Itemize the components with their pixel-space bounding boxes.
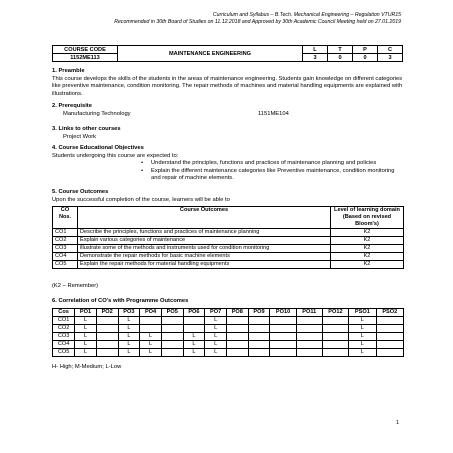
- correlation-cell: L: [140, 333, 162, 341]
- co-text: Describe the principles, functions and practices of maintenance planning: [78, 229, 331, 237]
- correlation-cell: [96, 349, 118, 357]
- preamble-section: [52, 68, 404, 98]
- co-label-cell: CO2: [53, 325, 75, 333]
- co-label-cell: CO1: [53, 317, 75, 325]
- correlation-cell: L: [205, 333, 227, 341]
- correlation-heading: 6. Correlation of CO's with Programme Outcomes: [52, 298, 189, 304]
- correlation-cell: L: [205, 341, 227, 349]
- correlation-col-header: PO9: [248, 309, 270, 317]
- outcomes-section: [52, 189, 404, 204]
- correlation-cell: [322, 317, 348, 325]
- prerequisite-heading: 2. Prerequisite: [52, 103, 92, 109]
- course-title: MAINTENANCE ENGINEERING: [118, 46, 303, 62]
- co-number: CO5: [53, 261, 78, 269]
- correlation-col-header: PSO2: [376, 309, 403, 317]
- prerequisite-code: 1151ME104: [258, 110, 289, 117]
- correlation-cell: [96, 325, 118, 333]
- correlation-cell: [322, 349, 348, 357]
- ltpc-value-t: 0: [328, 54, 353, 62]
- co-text: Explain the repair methods for material handling equipments: [78, 261, 331, 269]
- correlation-cell: [248, 349, 270, 357]
- correlation-cell: [296, 317, 322, 325]
- co-level: K2: [331, 229, 404, 237]
- table-row: [53, 317, 404, 325]
- correlation-cell: L: [183, 349, 205, 357]
- ltpc-header-c: C: [378, 46, 403, 54]
- correlation-cell: L: [75, 325, 97, 333]
- correlation-cell: [376, 349, 403, 357]
- correlation-col-header: PO8: [226, 309, 248, 317]
- correlation-cell: [270, 333, 296, 341]
- col-header-level: Level of learning domain (Based on revised Bloom's): [331, 207, 404, 229]
- correlation-cell: [161, 349, 183, 357]
- correlation-cell: [270, 341, 296, 349]
- co-label-cell: CO5: [53, 349, 75, 357]
- correlation-cell: [248, 317, 270, 325]
- correlation-cell: [322, 333, 348, 341]
- correlation-col-header: Cos: [53, 309, 75, 317]
- ltpc-header-t: T: [328, 46, 353, 54]
- correlation-cell: [296, 333, 322, 341]
- course-outcomes-table: [52, 206, 404, 269]
- correlation-cell: [270, 317, 296, 325]
- correlation-cell: L: [118, 325, 140, 333]
- correlation-cell: [376, 341, 403, 349]
- correlation-cell: L: [140, 341, 162, 349]
- bullet-icon: •: [141, 160, 144, 167]
- correlation-cell: [96, 333, 118, 341]
- correlation-cell: L: [349, 333, 376, 341]
- correlation-col-header: PO3: [118, 309, 140, 317]
- correlation-cell: [270, 349, 296, 357]
- objective-text: Explain the different maintenance categories like Preventive maintenance, condition monitoring and repair of machine elements.: [151, 167, 395, 182]
- correlation-col-header: PO1: [75, 309, 97, 317]
- links-heading: 3. Links to other courses: [52, 126, 121, 132]
- header-line-1: Curriculum and Syllabus – B.Tech. Mechanical Engineering – Regulation VTUR15: [212, 12, 401, 18]
- correlation-cell: [226, 349, 248, 357]
- correlation-col-header: PSO1: [349, 309, 376, 317]
- header-line-2: Recommended in 30th Board of Studies on 11.12.2018 and Approved by 30th Academic Council Meeting held on 27.01.2019: [114, 19, 401, 25]
- correlation-cell: L: [183, 333, 205, 341]
- correlation-cell: [161, 317, 183, 325]
- course-code-value: 1152ME113: [53, 54, 118, 62]
- table-row: [53, 325, 404, 333]
- prerequisite-name: Manufacturing Technology: [63, 110, 131, 117]
- table-row: [53, 341, 404, 349]
- correlation-col-header: PO6: [183, 309, 205, 317]
- table-row: [53, 349, 404, 357]
- correlation-cell: L: [205, 325, 227, 333]
- correlation-cell: [322, 341, 348, 349]
- table-row: [53, 253, 404, 261]
- correlation-col-header: PO4: [140, 309, 162, 317]
- correlation-cell: [226, 333, 248, 341]
- objectives-section: [52, 145, 404, 183]
- correlation-col-header: PO12: [322, 309, 348, 317]
- co-label-cell: CO4: [53, 341, 75, 349]
- correlation-cell: [183, 325, 205, 333]
- co-label-cell: CO3: [53, 333, 75, 341]
- co-number: CO1: [53, 229, 78, 237]
- correlation-cell: [296, 349, 322, 357]
- correlation-cell: [96, 341, 118, 349]
- ltpc-value-l: 3: [303, 54, 328, 62]
- objective-item: [52, 160, 404, 168]
- correlation-cell: L: [349, 341, 376, 349]
- correlation-cell: [376, 333, 403, 341]
- bullet-icon: •: [141, 167, 144, 174]
- correlation-col-header: PO11: [296, 309, 322, 317]
- preamble-text: This course develops the skills of the students in the areas of maintenance engineering. Students gain knowledge on different categories like preventive maintenance, condition monitoring. The repair methods of machines and material handling equipments are explained with illustrations.: [52, 75, 403, 97]
- correlation-cell: L: [118, 349, 140, 357]
- correlation-cell: L: [349, 325, 376, 333]
- correlation-cell: [226, 317, 248, 325]
- co-level: K2: [331, 237, 404, 245]
- correlation-cell: [296, 325, 322, 333]
- ltpc-header-p: P: [353, 46, 378, 54]
- co-number: CO3: [53, 245, 78, 253]
- course-code-label: COURSE CODE: [53, 46, 118, 54]
- co-level: K2: [331, 253, 404, 261]
- correlation-cell: [226, 341, 248, 349]
- ltpc-value-p: 0: [353, 54, 378, 62]
- correlation-cell: [248, 341, 270, 349]
- correlation-cell: [248, 325, 270, 333]
- links-text: Project Work: [63, 133, 97, 140]
- correlation-cell: L: [118, 333, 140, 341]
- correlation-cell: L: [75, 341, 97, 349]
- table-row: [53, 261, 404, 269]
- objectives-intro: Students undergoing this course are expected to:: [52, 152, 179, 159]
- correlation-cell: [376, 317, 403, 325]
- objectives-heading: 4. Course Educational Objectives: [52, 145, 144, 151]
- page-number: 1: [396, 420, 400, 426]
- correlation-cell: L: [118, 341, 140, 349]
- objective-item: [52, 168, 404, 183]
- ltpc-value-c: 3: [378, 54, 403, 62]
- correlation-cell: [376, 325, 403, 333]
- table-row: [53, 237, 404, 245]
- correlation-cell: [248, 333, 270, 341]
- co-text: Demonstrate the repair methods for basic machine elements: [78, 253, 331, 261]
- preamble-heading: 1. Preamble: [52, 68, 85, 74]
- correlation-cell: [226, 325, 248, 333]
- correlation-cell: [140, 325, 162, 333]
- correlation-cell: [296, 341, 322, 349]
- course-code-table: [52, 45, 403, 62]
- co-level: K2: [331, 245, 404, 253]
- co-text: Explain various categories of maintenance: [78, 237, 331, 245]
- links-section: [52, 126, 404, 141]
- correlation-col-header: PO7: [205, 309, 227, 317]
- ltpc-header-l: L: [303, 46, 328, 54]
- correlation-cell: L: [75, 349, 97, 357]
- correlation-cell: [140, 317, 162, 325]
- correlation-cell: [183, 317, 205, 325]
- col-header-outcome: Course Outcomes: [78, 207, 331, 229]
- correlation-cell: L: [118, 317, 140, 325]
- outcomes-intro: Upon the successful completion of the course, learners will be able to: [52, 196, 230, 203]
- correlation-col-header: PO2: [96, 309, 118, 317]
- correlation-cell: L: [75, 317, 97, 325]
- correlation-header-row: [53, 309, 404, 317]
- correlation-cell: L: [205, 317, 227, 325]
- table-row: [53, 245, 404, 253]
- correlation-cell: [96, 317, 118, 325]
- correlation-cell: L: [349, 349, 376, 357]
- co-number: CO2: [53, 237, 78, 245]
- prerequisite-section: [52, 103, 404, 119]
- objective-text: Understand the principles, functions and practices of maintenance planning and policies: [151, 160, 377, 167]
- correlation-cell: L: [140, 349, 162, 357]
- correlation-cell: [270, 325, 296, 333]
- correlation-cell: L: [183, 341, 205, 349]
- page-header: [114, 12, 401, 26]
- correlation-cell: [161, 325, 183, 333]
- correlation-table: [52, 308, 404, 357]
- co-text: illustrate some of the methods and instruments used for condition monitoring: [78, 245, 331, 253]
- correlation-cell: [161, 341, 183, 349]
- co-number: CO4: [53, 253, 78, 261]
- correlation-legend: H- High; M-Medium; L-Low: [52, 364, 122, 370]
- table-row: [53, 229, 404, 237]
- co-level: K2: [331, 261, 404, 269]
- correlation-cell: [161, 333, 183, 341]
- table-row: [53, 333, 404, 341]
- correlation-cell: L: [349, 317, 376, 325]
- outcomes-heading: 5. Course Outcomes: [52, 189, 109, 195]
- outcomes-note: (K2 – Remember): [52, 283, 99, 289]
- correlation-cell: [322, 325, 348, 333]
- correlation-col-header: PO5: [161, 309, 183, 317]
- col-header-co-no: CO Nos.: [53, 207, 78, 229]
- correlation-cell: L: [75, 333, 97, 341]
- correlation-cell: L: [205, 349, 227, 357]
- correlation-col-header: PO10: [270, 309, 296, 317]
